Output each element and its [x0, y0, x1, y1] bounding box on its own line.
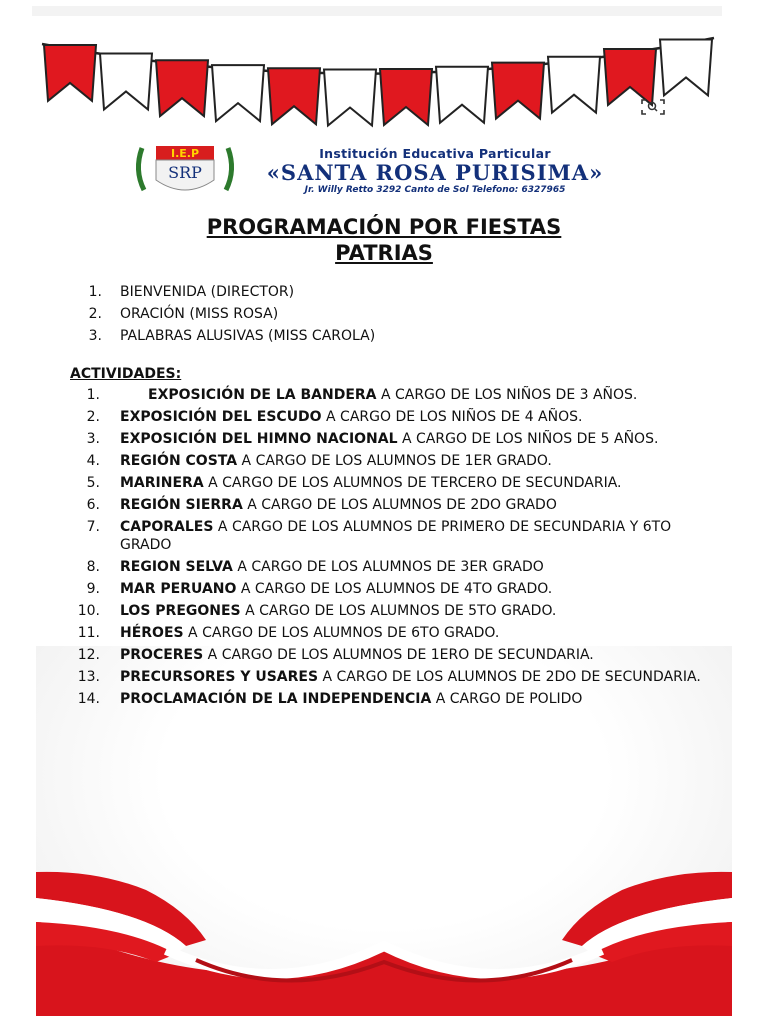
list-item — [80, 303, 375, 325]
activity-item — [66, 668, 706, 686]
activity-detail: A CARGO DE LOS NIÑOS DE 5 AÑOS. — [397, 431, 659, 447]
activity-detail: A CARGO DE LOS ALUMNOS DE 6TO GRADO. — [183, 625, 500, 641]
activity-item — [66, 558, 706, 576]
activity-title: MARINERA — [120, 475, 204, 491]
activity-detail: A CARGO DE LOS ALUMNOS DE 1ERO DE SECUNDARIA. — [203, 647, 594, 663]
activity-title: PRECURSORES Y USARES — [120, 669, 319, 685]
activity-number: 9. — [86, 581, 100, 597]
activity-detail: A CARGO DE LOS ALUMNOS DE 1ER GRADO. — [237, 453, 552, 469]
activity-item — [66, 624, 706, 642]
activity-detail: A CARGO DE POLIDO — [431, 691, 583, 707]
bunting-flag — [492, 63, 544, 119]
zoom-icon[interactable] — [640, 98, 666, 116]
item-text: PALABRAS ALUSIVAS (MISS CAROLA) — [120, 328, 376, 344]
logo-text: I.E.P — [170, 147, 200, 160]
item-number: 3. — [88, 328, 102, 344]
activity-title: REGIÓN SIERRA — [120, 497, 243, 513]
activity-detail: A CARGO DE LOS ALUMNOS DE 2DO GRADO — [242, 497, 557, 513]
activity-title: CAPORALES — [120, 519, 214, 535]
bunting-flag — [44, 45, 96, 101]
activity-title: REGIÓN COSTA — [120, 453, 238, 469]
activity-title: MAR PERUANO — [120, 581, 237, 597]
activity-number: 5. — [86, 475, 100, 491]
activity-number: 13. — [77, 669, 100, 685]
institution-type: Institución Educativa Particular — [319, 146, 551, 161]
activity-item — [66, 474, 706, 492]
activity-title: EXPOSICIÓN DEL HIMNO NACIONAL — [120, 431, 398, 447]
activities-heading: ACTIVIDADES: — [70, 366, 182, 382]
activity-detail: A CARGO DE LOS ALUMNOS DE 5TO GRADO. — [240, 603, 557, 619]
institution-header — [250, 146, 620, 195]
activity-detail: A CARGO DE LOS ALUMNOS DE TERCERO DE SECUNDARIA. — [203, 475, 622, 491]
bunting-flag — [100, 53, 152, 109]
institution-address: Jr. Willy Retto 3292 Canto de Sol Telefono: 6327965 — [304, 185, 566, 195]
list-item — [80, 281, 375, 303]
title-line-1: PROGRAMACIÓN POR FIESTAS — [206, 215, 562, 239]
bunting-flag — [324, 70, 376, 126]
activity-detail: A CARGO DE LOS ALUMNOS DE 2DO DE SECUNDARIA. — [318, 669, 701, 685]
activity-title: HÉROES — [120, 625, 184, 641]
activity-number: 4. — [86, 453, 100, 469]
item-text: ORACIÓN (MISS ROSA) — [120, 306, 279, 322]
page-top-edge — [32, 6, 722, 16]
item-number: 2. — [88, 306, 102, 322]
activity-item — [66, 408, 706, 426]
bunting-flag — [156, 60, 208, 116]
bunting-flags — [38, 20, 718, 150]
activity-title: REGION SELVA — [120, 559, 233, 575]
activity-item — [66, 430, 706, 448]
activity-number: 8. — [86, 559, 100, 575]
logo-monogram: SRP — [168, 163, 202, 182]
activity-detail: A CARGO DE LOS ALUMNOS DE 4TO GRADO. — [236, 581, 553, 597]
activity-item — [66, 580, 706, 598]
activity-title: LOS PREGONES — [120, 603, 241, 619]
bunting-flag — [436, 67, 488, 123]
activities-list — [66, 386, 706, 712]
activity-item — [66, 518, 706, 554]
intro-list — [80, 281, 375, 347]
item-number: 1. — [88, 284, 102, 300]
page-title — [150, 214, 618, 266]
peru-flag-ribbon — [36, 850, 732, 1016]
activity-number: 1. — [86, 387, 100, 403]
activity-item — [66, 496, 706, 514]
title-line-2: PATRIAS — [335, 241, 433, 265]
activity-number: 3. — [86, 431, 100, 447]
activity-detail: A CARGO DE LOS ALUMNOS DE 3ER GRADO — [232, 559, 544, 575]
school-crest-logo — [130, 140, 240, 200]
activity-title: PROCERES — [120, 647, 204, 663]
activity-number: 6. — [86, 497, 100, 513]
activity-number: 11. — [77, 625, 100, 641]
activity-number: 2. — [86, 409, 100, 425]
activity-number: 14. — [77, 691, 100, 707]
bunting-flag — [268, 68, 320, 124]
activity-title: PROCLAMACIÓN DE LA INDEPENDENCIA — [120, 691, 432, 707]
bunting-flag — [660, 39, 712, 95]
activity-item — [66, 602, 706, 620]
institution-name: «SANTA ROSA PURISIMA» — [266, 160, 604, 185]
activity-detail: A CARGO DE LOS ALUMNOS DE PRIMERO DE SECUNDARIA Y 6TO GRADO — [120, 519, 672, 553]
activity-detail: A CARGO DE LOS NIÑOS DE 4 AÑOS. — [321, 409, 583, 425]
activity-number: 12. — [77, 647, 100, 663]
activity-title: EXPOSICIÓN DE LA BANDERA — [148, 387, 377, 403]
activity-item — [66, 646, 706, 664]
bunting-flag — [604, 49, 656, 105]
bunting-flag — [212, 65, 264, 121]
bunting-flag — [548, 57, 600, 113]
activity-number: 7. — [86, 519, 100, 535]
activity-item — [66, 452, 706, 470]
activity-item — [66, 690, 706, 708]
activity-detail: A CARGO DE LOS NIÑOS DE 3 AÑOS. — [376, 387, 638, 403]
list-item — [80, 325, 375, 347]
activity-number: 10. — [77, 603, 100, 619]
activity-title: EXPOSICIÓN DEL ESCUDO — [120, 409, 322, 425]
bunting-flag — [380, 69, 432, 125]
activity-item — [66, 386, 706, 404]
item-text: BIENVENIDA (DIRECTOR) — [120, 284, 295, 300]
